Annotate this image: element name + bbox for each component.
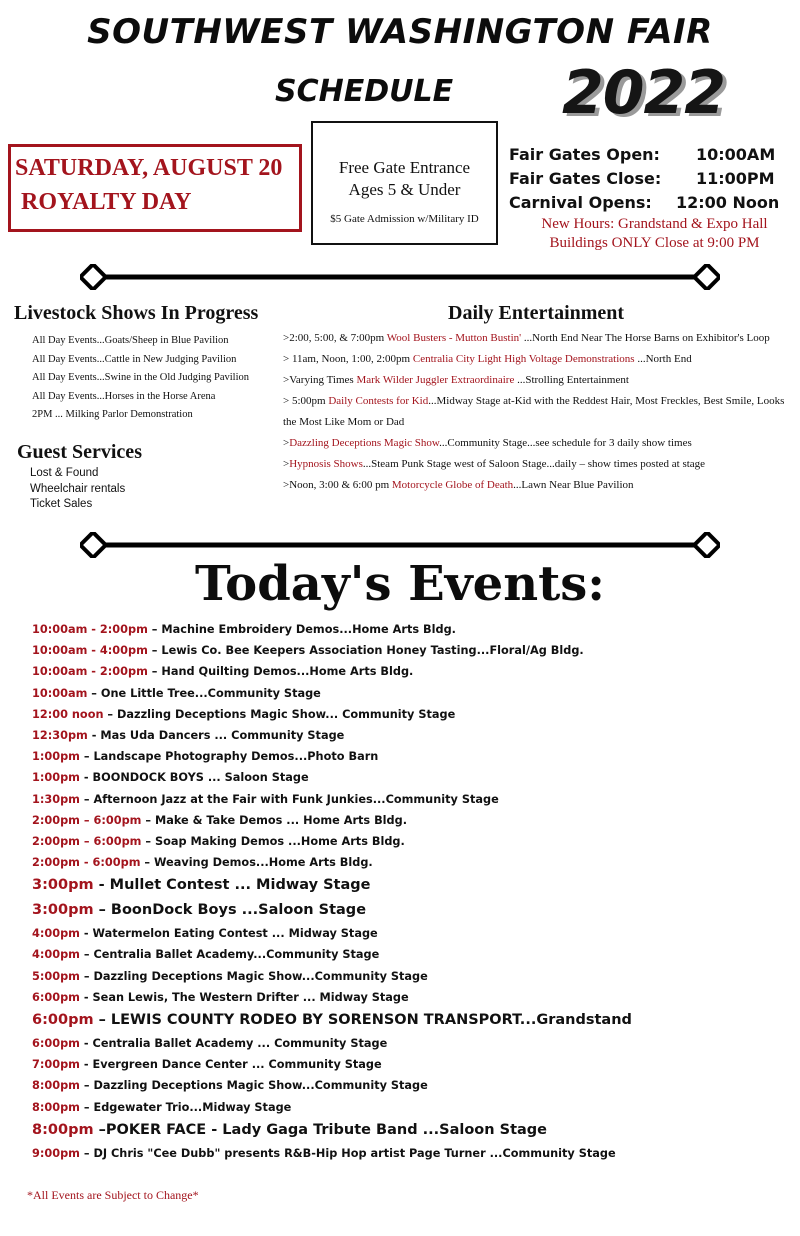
event-row (32, 683, 792, 704)
daily-item (283, 454, 793, 475)
event-description: – DJ Chris "Cee Dubb" presents R&B-Hip Hop artist Page Turner ...Community Stage (79, 1146, 616, 1160)
event-description: – Centralia Ballet Academy...Community Stage (79, 948, 380, 962)
event-row (32, 619, 792, 640)
event-time: 2:00pm – 6:00pm (32, 813, 142, 827)
event-row (32, 1054, 792, 1075)
daily-item (283, 391, 793, 433)
fair-title: SOUTHWEST WASHINGTON FAIR (87, 12, 713, 52)
event-time: 10:00am - 4:00pm (32, 644, 148, 658)
gate-entrance-box (311, 121, 498, 245)
event-time: 3:00pm (32, 902, 94, 919)
carnival-value: 12:00 Noon (676, 193, 780, 212)
event-description: – LEWIS COUNTY RODEO BY SORENSON TRANSPORT...Grandstand (93, 1012, 632, 1028)
daily-item-pre: > 11am, Noon, 1:00, 2:00pm (283, 353, 413, 365)
event-row (32, 789, 792, 810)
event-description: – Afternoon Jazz at the Fair with Funk Junkies...Community Stage (79, 792, 499, 806)
daily-item-post: ...Lawn Near Blue Pavilion (513, 479, 634, 491)
gate-military: $5 Gate Admission w/Military ID (330, 213, 479, 225)
daily-item-pre: > (283, 437, 290, 449)
daily-item-highlight: Daily Contests for Kid (328, 395, 429, 407)
gate-ages: Ages 5 & Under (348, 180, 461, 199)
event-description: - Mullet Contest ... Midway Stage (93, 877, 371, 894)
livestock-item: 2PM ... Milking Parlor Demonstration (32, 409, 193, 420)
royalty-date: SATURDAY, AUGUST 20 (15, 155, 283, 181)
section-divider-bottom (80, 532, 720, 558)
event-time: 4:00pm (32, 927, 80, 941)
event-row (32, 1033, 792, 1054)
event-time: 5:00pm (32, 969, 80, 983)
event-time: 8:00pm (32, 1121, 94, 1138)
todays-events-heading: Today's Events: (194, 556, 606, 612)
event-description: – Weaving Demos...Home Arts Bldg. (140, 856, 373, 870)
event-time: 1:00pm (32, 750, 80, 764)
event-time: 10:00am - 2:00pm (32, 665, 148, 679)
guest-services-list (30, 466, 125, 513)
event-row (32, 746, 792, 767)
daily-item-post: ...North End (634, 353, 692, 365)
event-time: 10:00am - 2:00pm (32, 623, 148, 636)
event-row (32, 873, 792, 898)
royalty-day-box (8, 144, 302, 232)
event-description: - BOONDOCK BOYS ... Saloon Stage (79, 771, 309, 785)
gates-open-row (509, 143, 800, 167)
event-time: 1:30pm (32, 792, 80, 806)
daily-item-pre: > 5:00pm (283, 395, 329, 407)
daily-item (283, 370, 793, 391)
event-row (32, 640, 792, 661)
event-row (32, 898, 792, 923)
daily-item-post: ...North End Near The Horse Barns on Exhibitor's Loop (521, 332, 770, 344)
livestock-heading: Livestock Shows In Progress (14, 302, 259, 324)
daily-item-highlight: Mark Wilder Juggler Extraordinaire (356, 374, 515, 386)
daily-item (283, 328, 793, 349)
event-time: 2:00pm - 6:00pm (32, 856, 141, 870)
event-description: – Dazzling Deceptions Magic Show...Community Stage (79, 969, 428, 983)
event-time: 4:00pm (32, 948, 80, 962)
event-row (32, 987, 792, 1008)
event-description: – Soap Making Demos ...Home Arts Bldg. (141, 834, 405, 848)
daily-item-highlight: Motorcycle Globe of Death (391, 479, 514, 491)
daily-item-pre: >2:00, 5:00, & 7:00pm (283, 332, 387, 344)
event-row (32, 767, 792, 788)
event-row (32, 704, 792, 725)
event-time: 6:00pm (32, 990, 80, 1004)
event-time: 12:00 noon (32, 707, 104, 721)
disclaimer: *All Events are Subject to Change* (27, 1188, 199, 1202)
event-time: 7:00pm (32, 1058, 80, 1072)
daily-item-post: ...Steam Punk Stage west of Saloon Stage...daily – show times posted at stage (362, 458, 706, 470)
guest-service-item: Ticket Sales (30, 498, 93, 510)
event-row (32, 966, 792, 987)
royalty-label: ROYALTY DAY (21, 189, 192, 215)
event-description: – One Little Tree...Community Stage (87, 686, 321, 700)
event-row (32, 1008, 792, 1033)
event-time: 10:00am (32, 686, 88, 700)
event-time: 3:00pm (32, 877, 94, 894)
event-description: - Mas Uda Dancers ... Community Stage (87, 728, 345, 742)
event-description: - Evergreen Dance Center ... Community Stage (79, 1058, 382, 1072)
event-row (32, 725, 792, 746)
daily-item-highlight: Wool Busters - Mutton Bustin' (386, 332, 522, 344)
daily-entertainment-list (283, 328, 793, 496)
section-divider-top (80, 264, 720, 290)
schedule-subtitle: SCHEDULE (275, 74, 454, 109)
livestock-item: All Day Events...Cattle in New Judging Pavilion (32, 353, 237, 365)
gates-open-value: 10:00AM (696, 145, 776, 164)
event-row (32, 1143, 792, 1164)
hours-note-2: Buildings ONLY Close at 9:00 PM (549, 235, 760, 251)
event-row (32, 923, 792, 944)
daily-item-highlight: Hypnosis Shows (289, 458, 363, 470)
daily-item-post: ...Community Stage...see schedule for 3 daily show times (439, 437, 692, 449)
event-description: - Centralia Ballet Academy ... Community Stage (79, 1037, 388, 1050)
daily-item-post: ...Strolling Entertainment (514, 374, 629, 386)
livestock-item: All Day Events...Swine in the Old Judging Pavilion (32, 372, 249, 383)
event-description: – Machine Embroidery Demos...Home Arts Bldg. (147, 623, 456, 636)
guest-service-item: Lost & Found (30, 467, 99, 479)
todays-events-list (32, 619, 792, 1164)
event-description: – Dazzling Deceptions Magic Show...Community Stage (79, 1079, 428, 1093)
event-row (32, 1118, 792, 1143)
event-description: - Sean Lewis, The Western Drifter ... Midway Stage (79, 990, 409, 1004)
event-description: – Make & Take Demos ... Home Arts Bldg. (141, 813, 408, 827)
event-description: – Lewis Co. Bee Keepers Association Honey Tasting...Floral/Ag Bldg. (147, 644, 584, 658)
event-row (32, 810, 792, 831)
gates-close-label: Fair Gates Close: (509, 169, 662, 188)
gates-close-value: 11:00PM (696, 169, 775, 188)
event-row (32, 852, 792, 873)
daily-item-pre: >Noon, 3:00 & 6:00 pm (283, 479, 392, 491)
event-description: –POKER FACE - Lady Gaga Tribute Band ...Saloon Stage (93, 1121, 548, 1138)
year-heading: 2022 (562, 58, 725, 128)
event-description: – Hand Quilting Demos...Home Arts Bldg. (147, 665, 414, 679)
daily-item (283, 349, 793, 370)
daily-item (283, 475, 793, 496)
carnival-label: Carnival Opens: (509, 193, 652, 212)
livestock-item: All Day Events...Horses in the Horse Arena (32, 390, 216, 402)
livestock-item: All Day Events...Goats/Sheep in Blue Pavilion (32, 335, 229, 346)
gates-close-row (509, 167, 800, 191)
event-time: 9:00pm (32, 1146, 80, 1160)
event-description: – Landscape Photography Demos...Photo Barn (79, 750, 379, 764)
carnival-row (509, 191, 800, 215)
event-row (32, 831, 792, 852)
event-time: 12:30pm (32, 728, 88, 742)
daily-entertainment-heading: Daily Entertainment (448, 302, 625, 324)
event-time: 1:00pm (32, 771, 80, 785)
livestock-list (32, 332, 249, 425)
fair-hours (509, 143, 800, 253)
event-time: 8:00pm (32, 1100, 80, 1114)
gates-open-label: Fair Gates Open: (509, 145, 660, 164)
event-time: 2:00pm – 6:00pm (32, 834, 142, 848)
event-description: – Dazzling Deceptions Magic Show... Community Stage (103, 707, 456, 721)
event-time: 6:00pm (32, 1012, 94, 1028)
event-row (32, 661, 792, 682)
daily-item-highlight: Dazzling Deceptions Magic Show (289, 437, 440, 449)
guest-service-item: Wheelchair rentals (30, 482, 126, 495)
daily-item-post: ...Midway Stage at-Kid with the Reddest Hair, Most Freckles, Best Smile, Looks the Most Like Mom or Dad (283, 395, 785, 428)
daily-item-pre: >Varying Times (283, 374, 357, 386)
event-time: 8:00pm (32, 1079, 80, 1093)
gate-free-entrance: Free Gate Entrance (338, 158, 471, 177)
event-description: - Watermelon Eating Contest ... Midway Stage (79, 927, 378, 941)
event-time: 6:00pm (32, 1037, 80, 1050)
hours-note-1: New Hours: Grandstand & Expo Hall (541, 216, 768, 232)
guest-services-heading: Guest Services (17, 441, 142, 463)
event-row (32, 1097, 792, 1118)
event-description: – BoonDock Boys ...Saloon Stage (93, 902, 367, 919)
event-row (32, 1075, 792, 1096)
daily-item-pre: > (283, 458, 290, 470)
daily-item-highlight: Centralia City Light High Voltage Demonstrations (412, 353, 635, 365)
event-row (32, 944, 792, 965)
daily-item (283, 433, 793, 454)
event-description: – Edgewater Trio...Midway Stage (79, 1100, 292, 1114)
